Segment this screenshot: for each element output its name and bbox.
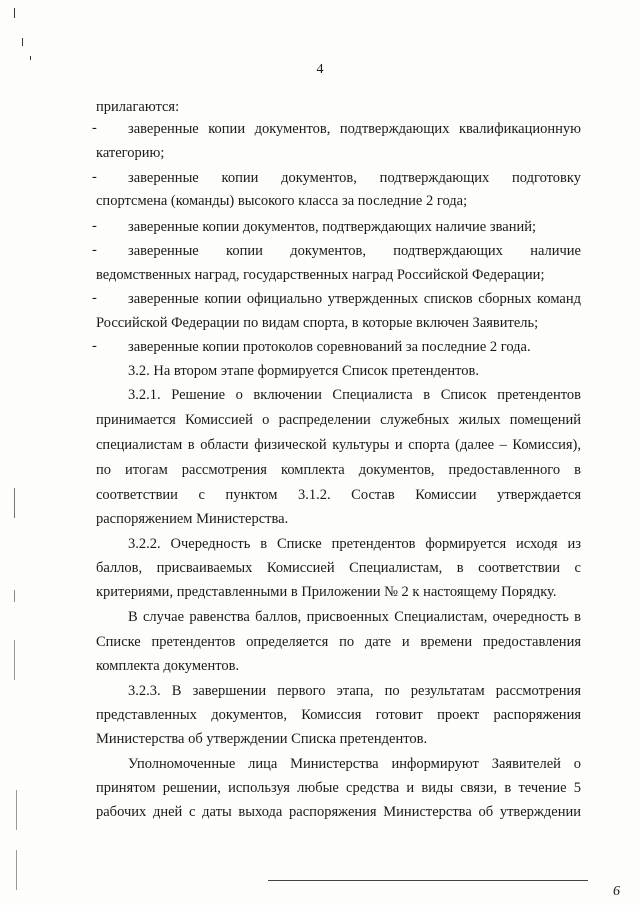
text-line: Списке претендентов определяется по дате и времени предоставления	[96, 634, 581, 650]
scan-mark	[14, 488, 15, 518]
text-line: принятом решении, используя любые средства и виды связи, в течение 5	[96, 780, 581, 796]
text-line: заверенные копии документов, подтверждающих наличие званий;	[128, 219, 536, 235]
text-line: специалистам в области физической культуры и спорта (далее – Комиссия),	[96, 437, 581, 453]
text-line: Российской Федерации по видам спорта, в которые включен Заявитель;	[96, 315, 539, 331]
list-bullet-dash: -	[92, 169, 97, 185]
text-line: Министерства об утверждении Списка претендентов.	[96, 731, 428, 747]
text-line: 3.2.2. Очередность в Списке претендентов формируется исходя из	[128, 536, 581, 552]
text-line: прилагаются:	[96, 99, 180, 115]
text-line: критериями, представленными в Приложении № 2 к настоящему Порядку.	[96, 584, 557, 600]
text-line: заверенные копии документов, подтверждающих подготовку	[128, 170, 581, 186]
text-line: комплекта документов.	[96, 658, 240, 674]
scan-mark	[14, 8, 15, 18]
text-line: распоряжением Министерства.	[96, 511, 289, 527]
text-line: спортсмена (команды) высокого класса за последние 2 года;	[96, 193, 468, 209]
text-line: Уполномоченные лица Министерства информируют Заявителей о	[128, 756, 581, 772]
text-line: заверенные копии документов, подтверждающих квалификационную	[128, 121, 581, 137]
scan-mark	[14, 590, 15, 602]
text-line: заверенные копии протоколов соревнований за последние 2 года.	[128, 339, 531, 355]
scan-mark	[30, 56, 31, 60]
scan-mark	[22, 38, 23, 46]
text-line: заверенные копии документов, подтверждающих наличие	[128, 243, 581, 259]
text-line: представленных документов, Комиссия готовит проект распоряжения	[96, 707, 581, 723]
text-line: категорию;	[96, 145, 165, 161]
text-line: заверенные копии официально утвержденных списков сборных команд	[128, 291, 581, 307]
handwritten-page-mark: 6	[613, 884, 620, 899]
list-bullet-dash: -	[92, 120, 97, 136]
text-line: по итогам рассмотрения комплекта документов, предоставленного в	[96, 462, 581, 478]
text-line: баллов, присваиваемых Комиссией Специалистам, в соответствии с	[96, 560, 581, 576]
text-line: 3.2. На втором этапе формируется Список претендентов.	[128, 363, 479, 379]
list-bullet-dash: -	[92, 338, 97, 354]
list-bullet-dash: -	[92, 218, 97, 234]
text-line: ведомственных наград, государственных наград Российской Федерации;	[96, 267, 545, 283]
scan-mark	[14, 640, 15, 680]
text-line: 3.2.3. В завершении первого этапа, по результатам рассмотрения	[128, 683, 581, 699]
list-bullet-dash: -	[92, 242, 97, 258]
footer-rule	[268, 880, 588, 881]
scan-mark	[16, 790, 17, 830]
list-bullet-dash: -	[92, 290, 97, 306]
scan-mark	[16, 850, 17, 890]
text-line: В случае равенства баллов, присвоенных Специалистам, очередность в	[128, 609, 581, 625]
text-line: 3.2.1. Решение о включении Специалиста в Список претендентов	[128, 387, 581, 403]
text-line: рабочих дней с даты выхода распоряжения Министерства об утверждении	[96, 804, 581, 820]
page-number: 4	[316, 62, 324, 77]
text-line: принимается Комиссией о распределении служебных жилых помещений	[96, 412, 581, 428]
text-line: соответствии с пунктом 3.1.2. Состав Комиссии утверждается	[96, 487, 581, 503]
